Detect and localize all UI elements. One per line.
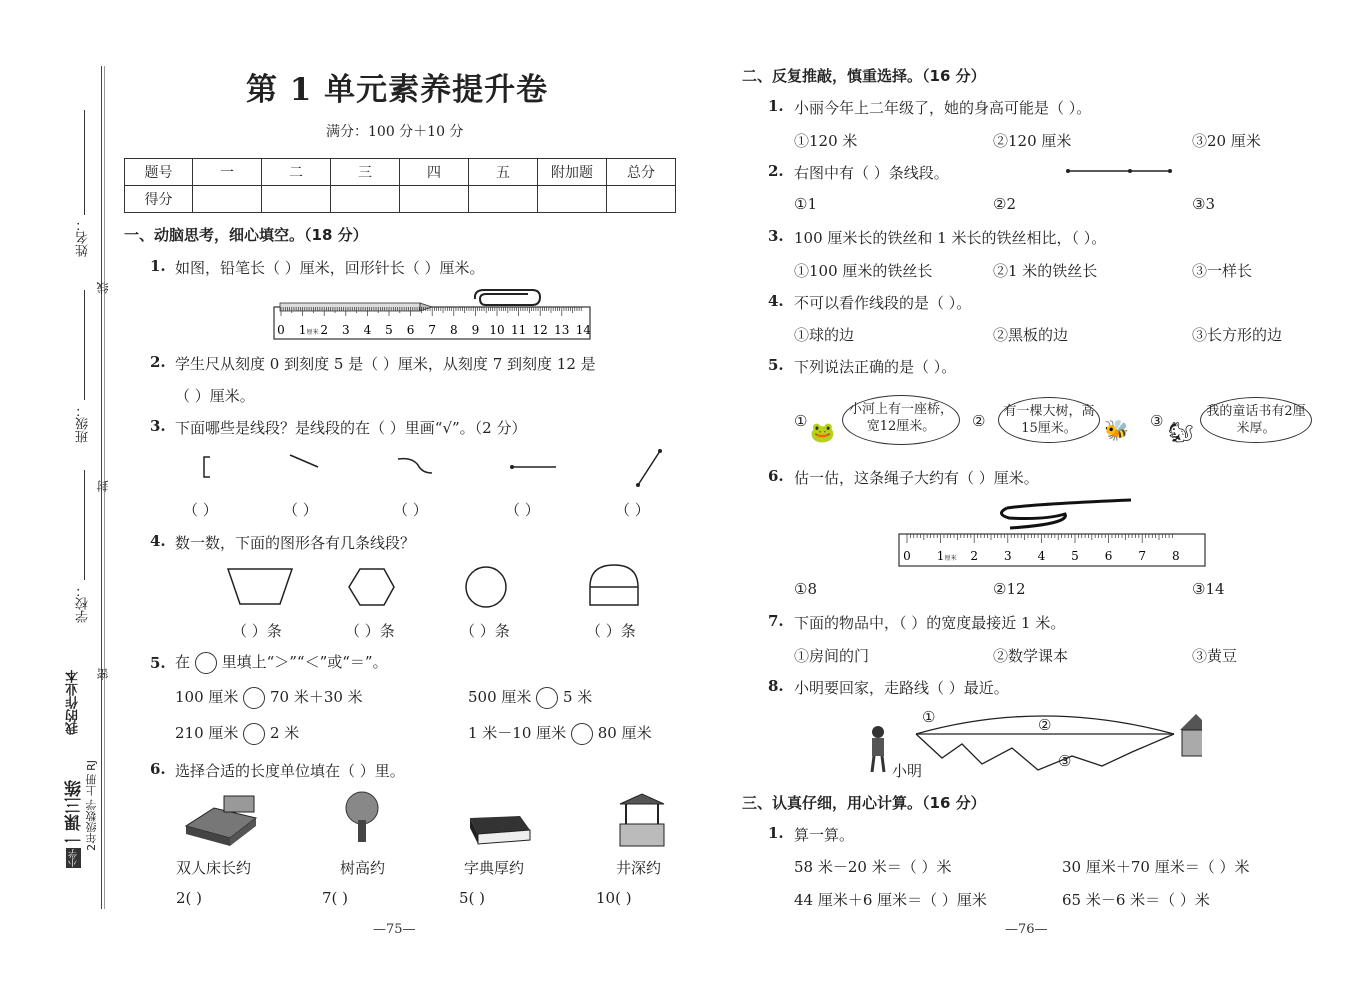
calc-number: 1. [768,824,784,842]
choice-q5-number: 5. [768,356,784,374]
calc-4[interactable]: 65 米－6 米＝（ ）米 [1062,891,1210,909]
frog-icon: 🐸 [810,420,835,444]
choice-q7-option[interactable]: ②数学课本 [993,647,1069,665]
compare-circle-input[interactable] [243,687,265,709]
choice-q1-option[interactable]: ③20 厘米 [1192,132,1261,150]
q5-right: 2 米 [269,724,300,742]
q6-text: 选择合适的长度单位填在（ ）里。 [175,762,405,780]
well-icon [620,794,664,846]
ruler-tick-label: 2 [320,323,329,337]
ruler-tick-label: 11 [510,323,527,337]
choice-q3-option[interactable]: ③一样长 [1192,262,1253,280]
section3-heading: 三、认真仔细，用心计算。（16 分） [742,794,986,812]
ruler-tick-label: 4 [363,323,372,337]
route-label-1: ① [922,708,936,726]
choice-q7-text: 下面的物品中，（ ）的宽度最接近 1 米。 [794,614,1066,632]
ruler-tick-label: 8 [1171,549,1180,563]
ruler-tick-label: 1 [936,549,945,563]
compare-circle-input[interactable] [243,723,265,745]
name-label: 姓名： [76,218,91,257]
ruler-tick-label: 6 [406,323,415,337]
ruler-tick-label: 2 [970,549,979,563]
calc-title: 算一算。 [794,826,855,844]
cut-seal-mark: 封 [96,480,110,492]
q3-figures [180,443,700,493]
q5-text-a: 在 [175,653,191,671]
ruler-tick-label: 0 [277,323,285,337]
q6-blank-tree[interactable]: 7( ) [322,889,349,907]
choice-q6-number: 6. [768,467,784,485]
brand-grade: 2年级数学 上册 RJ [85,760,98,851]
choice-q6-option[interactable]: ②12 [993,580,1026,598]
q5-left: 500 厘米 [468,688,532,706]
table-cell: 附加题 [538,159,607,186]
table-cell: 五 [469,159,538,186]
name-field[interactable] [84,110,85,215]
choice-q6-text: 估一估，这条绳子大约有（ ）厘米。 [794,469,1039,487]
tree-icon [346,792,378,842]
school-field[interactable] [84,470,85,580]
q2-text-b: （ ）厘米。 [175,387,255,405]
q3-text: 下面哪些是线段？是线段的在（ ）里画“√”。（2 分） [175,419,527,437]
score-input-cell[interactable] [538,186,607,213]
q4-blank-1[interactable]: （ ）条 [232,622,282,640]
q6-blank-dictionary[interactable]: 5( ) [459,889,486,907]
ruler-tick-label: 9 [471,323,480,337]
q5-item-1 [175,686,363,709]
full-score: 满分：100 分＋10 分 [326,124,464,140]
table-cell: 四 [400,159,469,186]
q3-blank-2[interactable]: （ ） [283,501,318,519]
table-cell: 一 [193,159,262,186]
table-cell: 二 [262,159,331,186]
route-3 [916,734,1174,770]
ruler2-figure [895,494,1215,574]
choice-q2-option[interactable]: ③3 [1192,195,1215,213]
ruler-tick-label: 12 [532,323,548,337]
boy-icon [872,726,884,772]
table-cell: 总分 [607,159,676,186]
q3-blank-5[interactable]: （ ） [615,501,650,519]
choice-q3-option[interactable]: ①100 厘米的铁丝长 [794,262,933,280]
q1-text: 如图，铅笔长（ ）厘米，回形针长（ ）厘米。 [175,259,485,277]
choice-q6-option[interactable]: ①8 [794,580,817,598]
table-cell: 题号 [125,159,193,186]
page-number-left: —75— [373,922,416,937]
ruler-tick-label: 7 [428,323,437,337]
cut-secret-mark: 密 [96,668,110,680]
page-title: 第 1 单元素养提升卷 [246,72,549,108]
q2-segment-figure [1060,164,1180,178]
choice-q7-number: 7. [768,612,784,630]
calc-3[interactable]: 44 厘米＋6 厘米＝（ ）厘米 [794,891,987,909]
q5-left: 100 厘米 [175,688,239,706]
choice-q5-option[interactable]: ② [972,412,986,430]
speech-bubble-1: 小河上有一座桥，宽12厘米。 [842,395,960,445]
brand-sub: 我的作业本 [66,670,81,735]
choice-q5-option[interactable]: ③ [1150,412,1164,430]
choice-q2-text: 右图中有（ ）条线段。 [794,164,949,182]
score-input-cell[interactable] [262,186,331,213]
ruler-tick-label: 7 [1138,549,1147,563]
ruler1-figure [270,285,600,345]
ruler-tick-label: 3 [341,323,350,337]
q3-blank-4[interactable]: （ ） [505,501,540,519]
q3-blank-3[interactable]: （ ） [393,501,428,519]
speech-bubble-2: 有一棵大树，高15厘米。 [998,397,1100,443]
q5-text-b: 里填上“＞”“＜”或“＝”。 [221,653,388,671]
q4-shapes [222,562,682,612]
score-table-header-row [125,159,676,186]
choice-q3-option[interactable]: ②1 米的铁丝长 [993,262,1098,280]
score-input-cell[interactable] [607,186,676,213]
score-input-cell[interactable] [400,186,469,213]
ruler-tick-label: 13 [554,323,570,337]
calc-2[interactable]: 30 厘米＋70 厘米＝（ ）米 [1062,858,1250,876]
choice-q2-option[interactable]: ②2 [993,195,1016,213]
ruler-tick-label: 6 [1104,549,1113,563]
choice-q2-option[interactable]: ①1 [794,195,817,213]
score-input-cell[interactable] [469,186,538,213]
q4-blank-3[interactable]: （ ）条 [460,622,510,640]
score-input-cell[interactable] [193,186,262,213]
q6-number: 6. [150,760,166,778]
score-input-cell[interactable] [331,186,400,213]
q2-text-a: 学生尺从刻度 0 到刻度 5 是（ ）厘米，从刻度 7 到刻度 12 是 [175,355,596,373]
choice-q2-number: 2. [768,162,784,180]
choice-q1-number: 1. [768,97,784,115]
circle-shape [466,567,506,607]
ruler-tick-label: 10 [489,323,505,337]
q5-right: 5 米 [562,688,593,706]
ruler-tick-label: 4 [1037,549,1046,563]
table-cell: 三 [331,159,400,186]
ruler-tick-label: 5 [1071,549,1079,563]
cut-line-mark: 线 [96,282,110,294]
page-number-right: —76— [1005,922,1048,937]
q4-number: 4. [150,532,166,550]
choice-q4-number: 4. [768,292,784,310]
trapezoid-shape [228,569,292,604]
q6-label-bed: 双人床长约 [176,859,252,877]
bed-icon [186,796,256,846]
route-label-2: ② [1038,716,1052,734]
squirrel-icon: 🐿 [1168,420,1194,444]
choice-q1-option[interactable]: ①120 米 [794,132,858,150]
section1-heading: 一、动脑思考，细心填空。（18 分） [124,226,368,244]
choice-q1-option[interactable]: ②120 厘米 [993,132,1072,150]
q5-item-2 [468,686,592,709]
choice-q7-option[interactable]: ①房间的门 [794,647,870,665]
q4-blank-4[interactable]: （ ）条 [586,622,636,640]
choice-q1-text: 小丽今年上二年级了，她的身高可能是（ ）。 [794,99,1092,117]
ruler-tick-label: 14 [575,323,592,337]
q1-number: 1. [150,257,166,275]
choice-q4-option[interactable]: ①球的边 [794,326,855,344]
hexagon-shape [349,569,394,605]
school-label: 学校： [76,584,91,623]
bee-icon: 🐝 [1104,418,1129,442]
q5-right: 70 米＋30 米 [269,688,363,706]
calc-1[interactable]: 58 米－20 米＝（ ）米 [794,858,952,876]
q6-pictures [180,790,680,850]
choice-q8-number: 8. [768,677,784,695]
q5-text [175,651,388,674]
table-cell: 得分 [125,186,193,213]
dome-shape [590,565,638,605]
choice-q4-text: 不可以看作线段的是（ ）。 [794,294,972,312]
choice-q5-text: 下列说法正确的是（ ）。 [794,358,957,376]
xiaoming-label: 小明 [892,762,923,780]
q6-label-well: 井深约 [616,859,662,877]
choice-q3-text: 100 厘米长的铁丝和 1 米长的铁丝相比，（ ）。 [794,229,1107,247]
brand-name: 一课三练 [65,780,85,848]
choice-q4-option[interactable]: ③长方形的边 [1192,326,1283,344]
q5-number: 5. [150,654,166,672]
choice-q3-number: 3. [768,227,784,245]
choice-q4-option[interactable]: ②黑板的边 [993,326,1069,344]
q6-label-tree: 树高约 [340,859,386,877]
ruler-tick-label: 0 [903,549,911,563]
section2-heading: 二、反复推敲，慎重选择。（16 分） [742,67,986,85]
q4-blank-2[interactable]: （ ）条 [345,622,395,640]
choice-q7-option[interactable]: ③黄豆 [1192,647,1238,665]
q2-number: 2. [150,353,166,371]
q6-blank-bed[interactable]: 2( ) [176,889,203,907]
compare-circle-input[interactable] [571,723,593,745]
q5-left: 210 厘米 [175,724,239,742]
choice-q8-text: 小明要回家，走路线（ ）最近。 [794,679,1009,697]
ruler-tick-label: 5 [385,323,393,337]
ruler-unit-label: 厘米 [306,329,319,336]
choice-q6-option[interactable]: ③14 [1192,580,1225,598]
q3-number: 3. [150,417,166,435]
ruler-tick-label: 3 [1003,549,1012,563]
q5-right: 80 厘米 [597,724,652,742]
choice-q5-option[interactable]: ① [794,412,808,430]
q5-item-4 [468,722,652,745]
compare-circle-input[interactable] [536,687,558,709]
q6-blank-well[interactable]: 10( ) [596,889,632,907]
ruler-tick-label: 8 [449,323,458,337]
score-table-score-row [125,186,676,213]
ruler-unit-label: 厘米 [944,555,957,562]
q5-item-3 [175,722,299,745]
brand-logo: 小学 [66,848,81,868]
compare-circle-icon [195,652,217,674]
speech-bubble-3: 我的童话书有2厘米厚。 [1200,397,1312,443]
class-field[interactable] [84,290,85,400]
ruler-tick-label: 1 [298,323,307,337]
dictionary-icon [470,816,530,844]
q5-left: 1 米－10 厘米 [468,724,567,742]
q6-label-dictionary: 字典厚约 [464,859,525,877]
house-icon [1180,714,1202,756]
q3-blank-1[interactable]: （ ） [183,501,218,519]
route-label-3: ③ [1058,752,1072,770]
q4-text: 数一数，下面的图形各有几条线段？ [175,534,416,552]
class-label: 班级： [76,404,91,443]
score-table [124,158,676,213]
